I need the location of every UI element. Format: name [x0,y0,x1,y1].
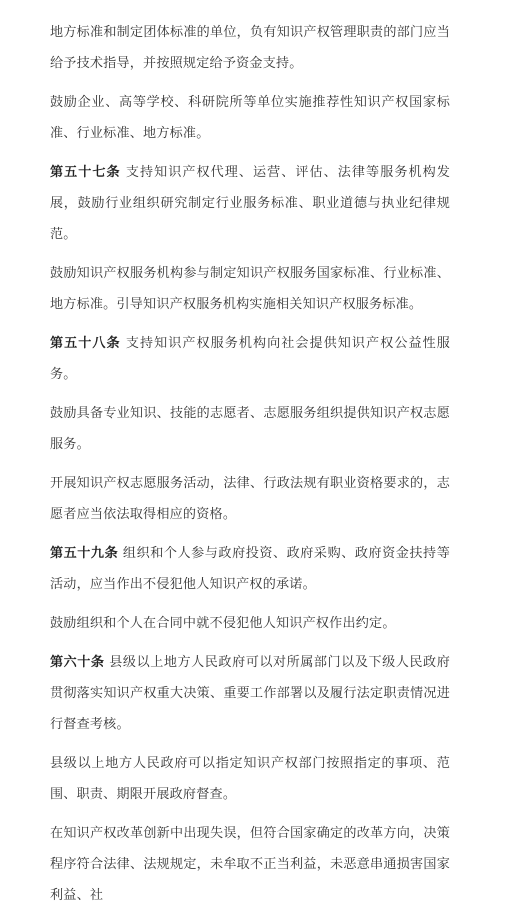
paragraph [50,258,450,320]
paragraph-text: 地方标准和制定团体标准的单位，负有知识产权管理职责的部门应当给予技术指导，并按照规定给予资金支持。 [50,25,450,71]
paragraph [50,748,450,810]
paragraph-text: 支持知识产权代理、运营、评估、法律等服务机构发展，鼓励行业组织研究制定行业服务标准、职业道德与执业纪律规范。 [50,165,451,242]
paragraph-text: 县级以上地方人民政府可以指定知识产权部门按照指定的事项、范围、职责、期限开展政府督查。 [50,756,450,802]
article-number: 第五十九条 [50,546,119,561]
paragraph [50,328,450,390]
article-number: 第五十七条 [50,165,121,180]
paragraph-text: 开展知识产权志愿服务活动，法律、行政法规有职业资格要求的，志愿者应当依法取得相应的资格。 [50,476,450,522]
paragraph [50,398,450,460]
paragraph [50,87,450,149]
paragraph-text: 组织和个人参与政府投资、政府采购、政府资金扶持等活动，应当作出不侵犯他人知识产权的承诺。 [50,546,450,592]
paragraph-text: 在知识产权改革创新中出现失误，但符合国家确定的改革方向，决策程序符合法律、法规规定，未牟取不正当利益，未恶意串通损害国家利益、社 [50,826,450,903]
paragraph-text: 鼓励具备专业知识、技能的志愿者、志愿服务组织提供知识产权志愿服务。 [50,406,450,452]
paragraph-text: 鼓励知识产权服务机构参与制定知识产权服务国家标准、行业标准、地方标准。引导知识产权服务机构实施相关知识产权服务标准。 [50,266,450,312]
document-body [50,17,450,919]
paragraph [50,17,450,79]
paragraph [50,647,450,740]
paragraph-text: 支持知识产权服务机构向社会提供知识产权公益性服务。 [50,336,451,382]
paragraph [50,157,450,250]
article-number: 第六十条 [50,655,105,670]
paragraph-text: 鼓励组织和个人在合同中就不侵犯他人知识产权作出约定。 [50,616,396,631]
paragraph [50,538,450,600]
paragraph [50,468,450,530]
paragraph-text: 县级以上地方人民政府可以对所属部门以及下级人民政府贯彻落实知识产权重大决策、重要工作部署以及履行法定职责情况进行督查考核。 [50,655,450,732]
paragraph-text: 鼓励企业、高等学校、科研院所等单位实施推荐性知识产权国家标准、行业标准、地方标准。 [50,95,450,141]
article-number: 第五十八条 [50,336,121,351]
paragraph [50,608,450,639]
paragraph [50,818,450,911]
